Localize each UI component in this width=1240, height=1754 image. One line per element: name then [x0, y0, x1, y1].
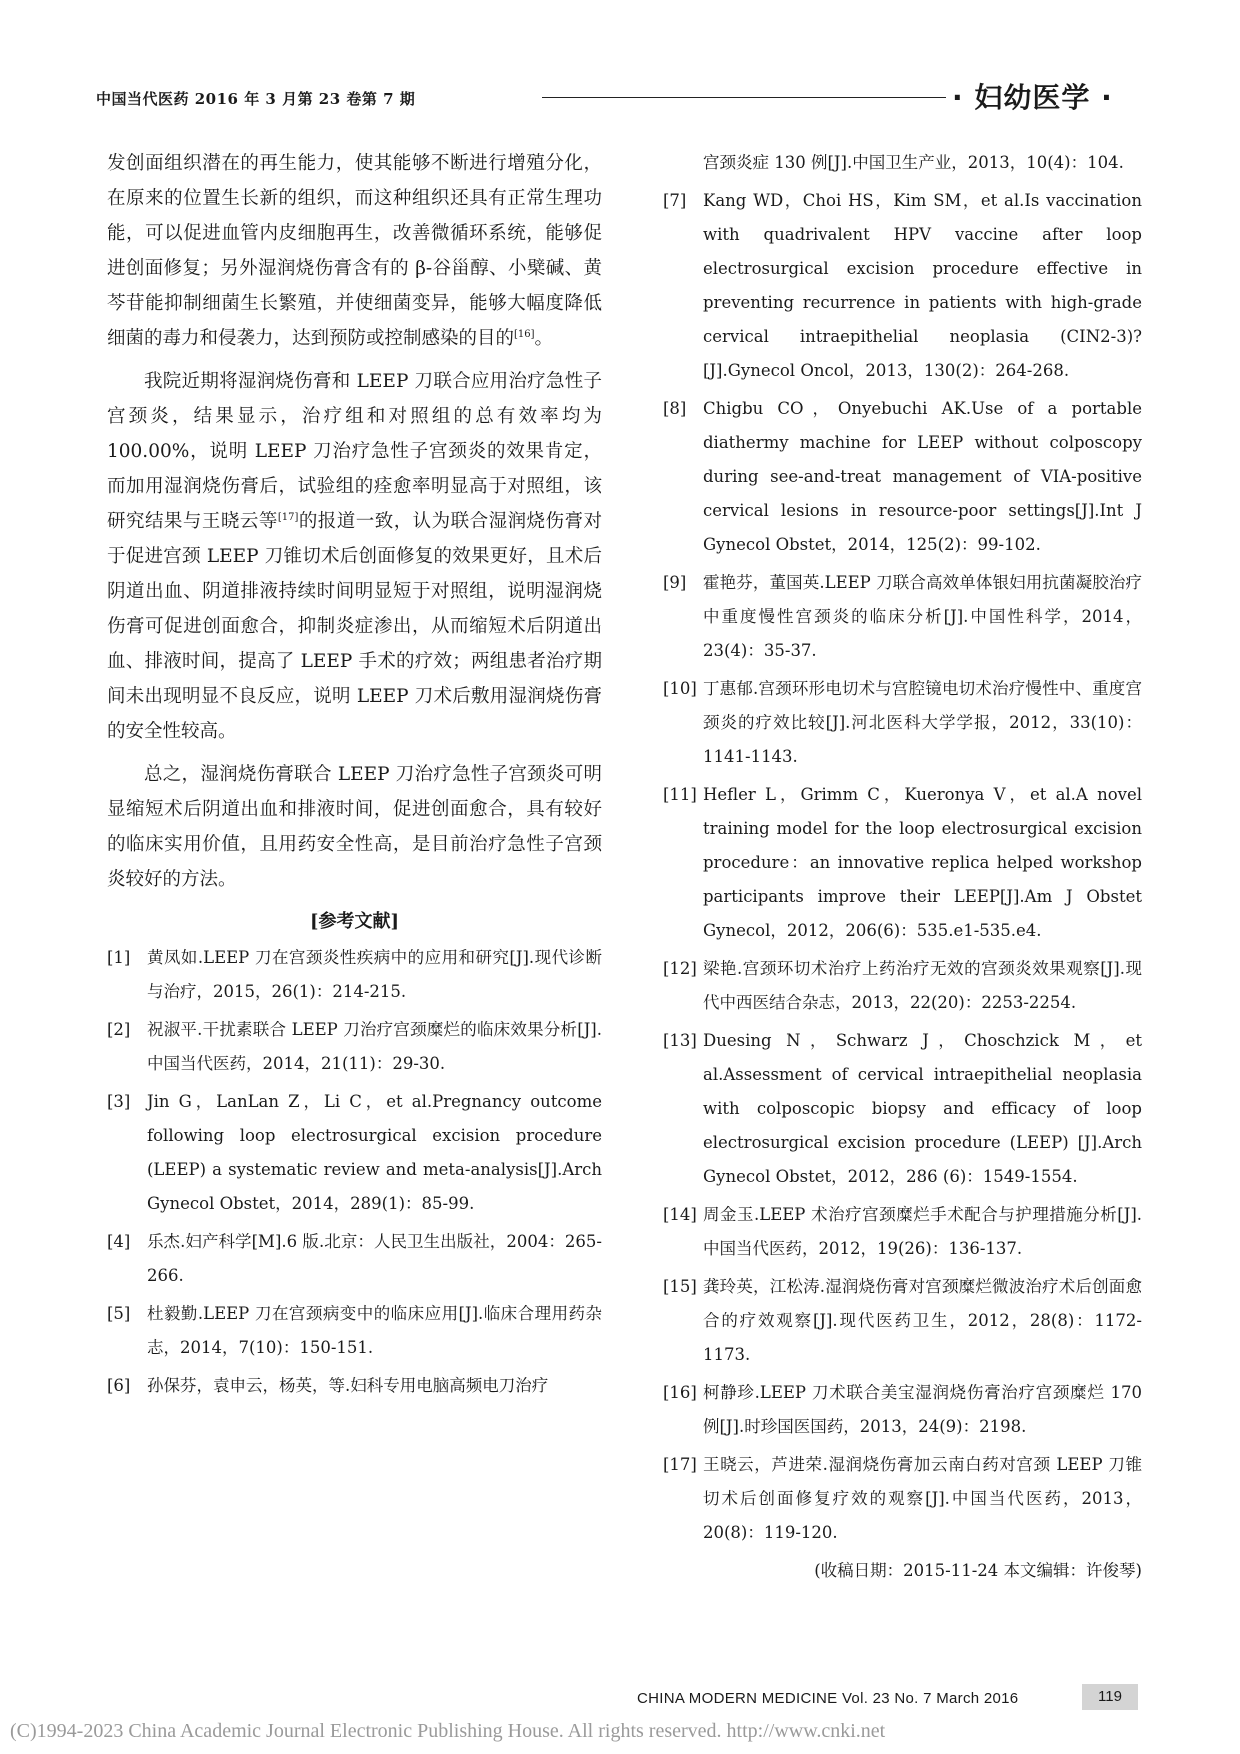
reference-text: 丁惠郁.宫颈环形电切术与宫腔镜电切术治疗慢性中、重度宫颈炎的疗效比较[J].河北医科大学学报，2012，33(10)：1141-1143. [703, 679, 1142, 766]
reference-item [663, 184, 1142, 388]
reference-text: 王晓云，芦进荣.湿润烧伤膏加云南白药对宫颈 LEEP 刀锥切术后创面修复疗效的观察[J].中国当代医药，2013，20(8)：119-120. [703, 1455, 1142, 1542]
paragraph-text: 的报道一致，认为联合湿润烧伤膏对于促进宫颈 LEEP 刀锥切术后创面修复的效果更好，且术后阴道出血、阴道排液持续时间明显短于对照组，说明湿润烧伤膏可促进创面愈合，抑制炎症渗出，从而缩短术后阴道出血、排液时间，提高了 LEEP 手术的疗效；两组患者治疗期间未出现明显不良反应，说明 LEEP 刀术后敷用湿润烧伤膏的安全性较高。 [107, 511, 602, 742]
reference-text: 乐杰.妇产科学[M].6 版.北京：人民卫生出版社，2004：265-266. [147, 1232, 602, 1285]
reference-number: [7] [663, 191, 687, 210]
reference-item [663, 672, 1142, 774]
reference-text: 柯静珍.LEEP 刀术联合美宝湿润烧伤膏治疗宫颈糜烂 170 例[J].时珍国医国药，2013，24(9)：2198. [703, 1383, 1142, 1436]
reference-number: [12] [663, 959, 697, 978]
reference-text: 霍艳芬，董国英.LEEP 刀联合高效单体银妇用抗菌凝胶治疗中重度慢性宫颈炎的临床分析[J].中国性科学，2014，23(4)：35-37. [703, 573, 1142, 660]
references-heading: [参考文献] [309, 911, 400, 932]
reference-text: 梁艳.宫颈环切术治疗上药治疗无效的宫颈炎效果观察[J].现代中西医结合杂志，2013，22(20)：2253-2254. [703, 959, 1142, 1012]
reference-text: Duesing N，Schwarz J，Choschzick M，et al.Assessment of cervical intraepithelial neoplasia with colposcopic biopsy and efficacy of loop electrosurgical excision procedure (LEEP) [J].Arch Gynecol Obstet，2012，286 (6)：1549-1554. [703, 1031, 1142, 1186]
footer-journal-info: CHINA MODERN MEDICINE Vol. 23 No. 7 March 2016 [637, 1690, 1019, 1707]
paragraph-text: 发创面组织潜在的再生能力，使其能够不断进行增殖分化，在原来的位置生长新的组织，而这种组织还具有正常生理功能，可以促进血管内皮细胞再生，改善微循环系统，能够促进创面修复；另外湿润烧伤膏含有的 β-谷甾醇、小檗碱、黄芩苷能抑制细菌生长繁殖，并使细菌变异，能够大幅度降低细菌的毒力和侵袭力，达到预防或控制感染的目的 [107, 153, 602, 349]
page-number: 119 [1082, 1684, 1138, 1710]
reference-text: 孙保芬，袁申云，杨英，等.妇科专用电脑高频电刀治疗 [147, 1376, 549, 1395]
reference-item [663, 566, 1142, 668]
running-header-left: 中国当代医药 2016 年 3 月第 23 卷第 7 期 [96, 90, 416, 108]
reference-item [107, 1297, 602, 1365]
reference-item [107, 941, 602, 1009]
reference-number: [8] [663, 399, 687, 418]
right-column [663, 146, 1142, 1588]
reference-text: Chigbu CO，Onyebuchi AK.Use of a portable diathermy machine for LEEP without colposcopy during see-and-treat management of VIA-positive cervical lesions in resource-poor settings[J].Int J Gynecol Obstet，2014，125(2)：99-102. [703, 399, 1142, 554]
paragraph-text: 我院近期将湿润烧伤膏和 LEEP 刀联合应用治疗急性子宫颈炎，结果显示，治疗组和对照组的总有效率均为 100.00%，说明 LEEP 刀治疗急性子宫颈炎的效果肯定，而加用湿润烧伤膏后，试验组的痊愈率明显高于对照组，该研究结果与王晓云等 [107, 371, 602, 532]
header-rule [542, 97, 946, 98]
reference-number: [16] [663, 1383, 697, 1402]
reference-text: 祝淑平.干扰素联合 LEEP 刀治疗宫颈糜烂的临床效果分析[J].中国当代医药，2014，21(11)：29-30. [147, 1020, 602, 1073]
reference-item [663, 1448, 1142, 1550]
body-paragraph-2 [107, 364, 602, 749]
reference-item [107, 1225, 602, 1293]
reference-number: [11] [663, 785, 697, 804]
reference-item [107, 1369, 602, 1403]
reference-item [107, 1085, 602, 1221]
reference-number: [10] [663, 679, 697, 698]
reference-item [663, 392, 1142, 562]
reference-text: 龚玲英，江松涛.湿润烧伤膏对宫颈糜烂微波治疗术后创面愈合的疗效观察[J].现代医药卫生，2012，28(8)：1172-1173. [703, 1277, 1142, 1364]
reference-item [663, 1376, 1142, 1444]
reference-number: [6] [107, 1376, 131, 1395]
copyright-watermark: (C)1994-2023 China Academic Journal Electronic Publishing House. All rights reserved. http://www.cnki.net [10, 1720, 886, 1742]
reference-item [663, 1198, 1142, 1266]
reference-number: [1] [107, 948, 131, 967]
paragraph-text: 。 [534, 328, 554, 349]
reference-text: 周金玉.LEEP 术治疗宫颈糜烂手术配合与护理措施分析[J].中国当代医药，2012，19(26)：136-137. [703, 1205, 1142, 1258]
reference-number: [5] [107, 1304, 131, 1323]
reference-text: Kang WD，Choi HS，Kim SM，et al.Is vaccination with quadrivalent HPV vaccine after loop electrosurgical excision procedure effective in preventing recurrence in patients with high-grade cervical intraepithelial neoplasia (CIN2-3)?[J].Gynecol Oncol，2013，130(2)：264-268. [703, 191, 1142, 380]
reference-item [663, 952, 1142, 1020]
reference-item [663, 778, 1142, 948]
section-title: · 妇幼医学 · [952, 81, 1113, 114]
reference-number: [4] [107, 1232, 131, 1251]
reference-text: Hefler L，Grimm C，Kueronya V，et al.A novel training model for the loop electrosurgical excision procedure：an innovative replica helped workshop participants improve their LEEP[J].Am J Obstet Gynecol，2012，206(6)：535.e1-535.e4. [703, 785, 1142, 940]
reference-number: [17] [663, 1455, 697, 1474]
reference-number: [2] [107, 1020, 131, 1039]
citation-link[interactable]: [16] [514, 328, 535, 340]
reference-number: [9] [663, 573, 687, 592]
reference-text: Jin G，LanLan Z，Li C，et al.Pregnancy outcome following loop electrosurgical excision procedure (LEEP) a systematic review and meta-analysis[J].Arch Gynecol Obstet，2014，289(1)：85-99. [147, 1092, 602, 1213]
reference-number: [14] [663, 1205, 697, 1224]
reference-item [663, 1024, 1142, 1194]
reference-item [663, 1270, 1142, 1372]
reference-number: [3] [107, 1092, 131, 1111]
reference-text: 杜毅勤.LEEP 刀在宫颈病变中的临床应用[J].临床合理用药杂志，2014，7(10)：150-151. [147, 1304, 602, 1357]
citation-link[interactable]: [17] [277, 511, 299, 523]
reference-number: [13] [663, 1031, 697, 1050]
reference-text: 黄凤如.LEEP 刀在宫颈炎性疾病中的应用和研究[J].现代诊断与治疗，2015，26(1)：214-215. [147, 948, 602, 1001]
body-paragraph-1 [107, 146, 602, 356]
body-paragraph-3: 总之，湿润烧伤膏联合 LEEP 刀治疗急性子宫颈炎可明显缩短术后阴道出血和排液时间，促进创面愈合，具有较好的临床实用价值，且用药安全性高，是目前治疗急性子宫颈炎较好的方法。 [107, 764, 602, 890]
reference-continuation: 宫颈炎症 130 例[J].中国卫生产业，2013，10(4)：104. [703, 153, 1124, 172]
received-date-editor: (收稿日期：2015-11-24 本文编辑：许俊琴) [814, 1561, 1142, 1580]
reference-item [107, 1013, 602, 1081]
left-column [107, 146, 602, 1407]
reference-number: [15] [663, 1277, 697, 1296]
